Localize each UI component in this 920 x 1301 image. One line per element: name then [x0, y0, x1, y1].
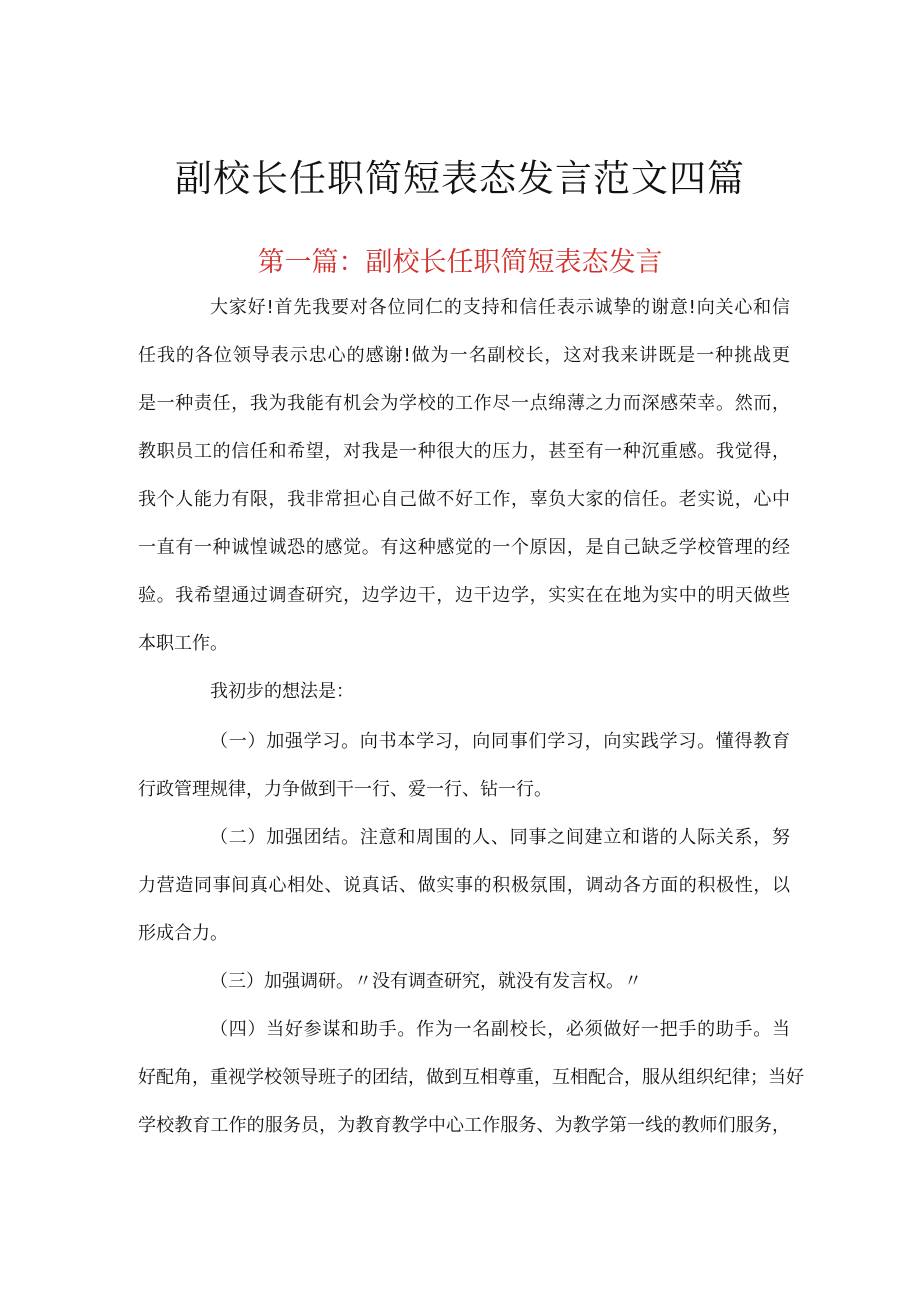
paragraph-line: 好配角，重视学校领导班子的团结，做到互相尊重，互相配合，服从组织纪律；当好: [138, 1067, 804, 1088]
paragraph-line: 力营造同事间真心相处、说真话、做实事的积极氛围，调动各方面的积极性，以: [138, 875, 790, 896]
paragraph-line: 任我的各位领导表示忠心的感谢!做为一名副校长，这对我来讲既是一种挑战更: [138, 345, 790, 366]
paragraph-line: （三）加强调研。〃没有调查研究，就没有发言权。〃: [210, 971, 642, 992]
paragraph-line: （一）加强学习。向书本学习，向同事们学习，向实践学习。懂得教育: [210, 731, 790, 752]
document-title: 副校长任职简短表态发言范文四篇: [175, 157, 745, 200]
paragraph-line: （二）加强团结。注意和周围的人、同事之间建立和谐的人际关系，努: [210, 827, 790, 848]
paragraph-line: （四）当好参谋和助手。作为一名副校长，必须做好一把手的助手。当: [210, 1019, 790, 1040]
paragraph-line: 本职工作。: [138, 633, 228, 654]
paragraph-line: 行政管理规律，力争做到干一行、爱一行、钻一行。: [138, 779, 552, 800]
paragraph-line: 教职员工的信任和希望，对我是一种很大的压力，甚至有一种沉重感。我觉得，: [138, 441, 790, 462]
section-title: 第一篇：副校长任职简短表态发言: [257, 247, 663, 278]
paragraph-line: 我个人能力有限，我非常担心自己做不好工作，辜负大家的信任。老实说，心中: [138, 489, 790, 510]
paragraph-line: 学校教育工作的服务员，为教育教学中心工作服务、为教学第一线的教师们服务，: [138, 1115, 790, 1136]
paragraph-line: 是一种责任，我为我能有机会为学校的工作尽一点绵薄之力而深感荣幸。然而，: [138, 393, 790, 414]
paragraph-line: 验。我希望通过调查研究，边学边干，边干边学，实实在在地为实中的明天做些: [138, 585, 790, 606]
paragraph-line: 我初步的想法是：: [210, 681, 354, 702]
paragraph-line: 大家好!首先我要对各位同仁的支持和信任表示诚挚的谢意!向关心和信: [210, 297, 790, 318]
paragraph-line: 形成合力。: [138, 923, 228, 944]
paragraph-line: 一直有一种诚惶诚恐的感觉。有这种感觉的一个原因，是自己缺乏学校管理的经: [138, 537, 790, 558]
